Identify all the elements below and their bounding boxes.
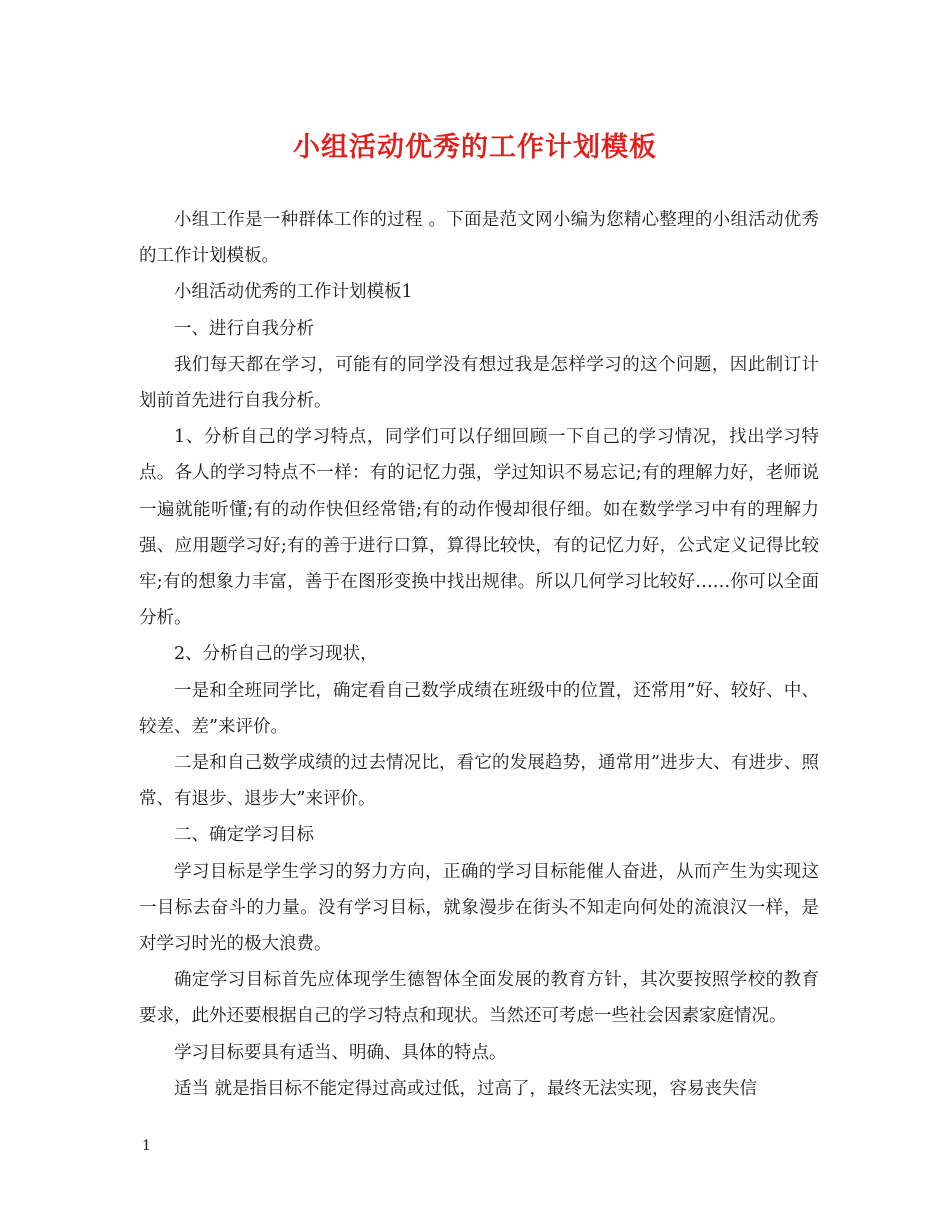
document-body	[139, 202, 819, 1107]
paragraph: 二是和自己数学成绩的过去情况比，看它的发展趋势，通常用”进步大、有进步、照常、有退步、退步大”来评价。	[139, 753, 819, 810]
paragraph-intro: 小组工作是一种群体工作的过程 。下面是范文网小编为您精心整理的小组活动优秀的工作计划模板。	[139, 210, 819, 267]
paragraph: 1、分析自己的学习特点，同学们可以仔细回顾一下自己的学习情况，找出学习特点。各人的学习特点不一样：有的记忆力强，学过知识不易忘记;有的理解力好，老师说一遍就能听懂;有的动作快但经常错;有的动作慢却很仔细。如在数学学习中有的理解力强、应用题学习好;有的善于进行口算，算得比较快，有的记忆力好，公式定义记得比较牢;有的想象力丰富，善于在图形变换中找出规律。所以几何学习比较好……你可以全面分析。	[139, 427, 819, 629]
paragraph: 一是和全班同学比，确定看自己数学成绩在班级中的位置，还常用”好、较好、中、较差、差”来评价。	[139, 680, 819, 737]
paragraph-template-heading: 小组活动优秀的工作计划模板1	[174, 282, 413, 303]
paragraph: 学习目标要具有适当、明确、具体的特点。	[174, 1042, 507, 1063]
paragraph: 适当 就是指目标不能定得过高或过低，过高了，最终无法实现，容易丧失信	[174, 1078, 758, 1099]
page-number: 1	[142, 1138, 151, 1154]
document-title: 小组活动优秀的工作计划模板	[293, 132, 657, 163]
section-heading-learning-goals: 二、确定学习目标	[174, 825, 314, 846]
paragraph: 学习目标是学生学习的努力方向，正确的学习目标能催人奋进，从而产生为实现这一目标去奋斗的力量。没有学习目标，就象漫步在街头不知走向何处的流浪汉一样，是对学习时光的极大浪费。	[139, 861, 819, 955]
paragraph: 确定学习目标首先应体现学生德智体全面发展的教育方针，其次要按照学校的教育要求，此外还要根据自己的学习特点和现状。当然还可考虑一些社会因素家庭情况。	[139, 970, 819, 1027]
paragraph: 我们每天都在学习，可能有的同学没有想过我是怎样学习的这个问题，因此制订计划前首先进行自我分析。	[139, 354, 819, 412]
paragraph: 2、分析自己的学习现状，	[174, 644, 378, 665]
section-heading-self-analysis: 一、进行自我分析	[174, 318, 314, 339]
